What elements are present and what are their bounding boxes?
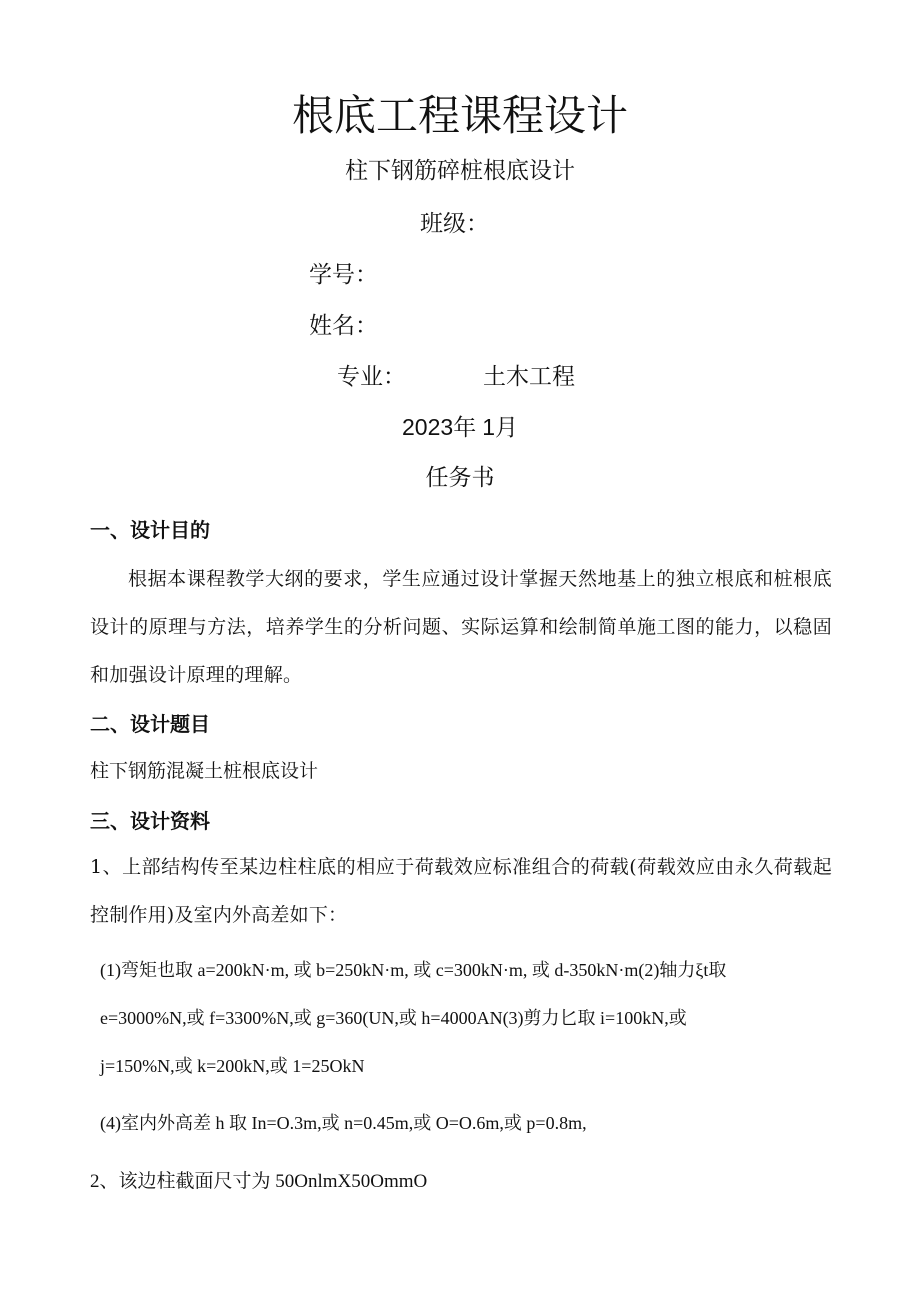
materials-formula-shear: j=150%N,或 k=200kN,或 1=25OkN xyxy=(100,1056,365,1076)
major-label: 专业： xyxy=(337,364,406,390)
task-title: 任务书 xyxy=(425,465,495,491)
date-year-unit: 年 xyxy=(453,415,477,441)
materials-formula-moment: (1)弯矩也取 a=200kN·m, 或 b=250kN·m, 或 c=300kN·m, 或 d-350kN·m(2)轴力ξt取 xyxy=(100,960,727,980)
materials-formula-height: (4)室内外高差 h 取 In=O.3m,或 n=0.45m,或 O=O.6m,或 p=0.8m, xyxy=(100,1113,587,1133)
document-date xyxy=(0,416,920,440)
materials-item-2: 2、该边柱截面尺寸为 50OnlmX50OmmO xyxy=(90,1171,428,1192)
section-body-purpose: 根据本课程教学大纲的要求，学生应通过设计掌握天然地基上的独立根底和桩根底设计的原理与方法，培养学生的分析问题、实际运算和绘制简单施工图的能力，以稳固和加强设计原理的理解。 xyxy=(90,568,832,686)
major-value: 土木工程 xyxy=(483,364,575,390)
class-label: 班级： xyxy=(420,211,489,237)
section-heading-materials: 三、设计资料 xyxy=(90,809,210,833)
section-body-topic: 柱下钢筋混凝土桩根底设计 xyxy=(90,760,319,782)
date-month: 1 xyxy=(482,414,495,440)
student-id-label: 学号： xyxy=(309,262,378,288)
section-heading-purpose: 一、设计目的 xyxy=(90,518,210,542)
date-year: 2023 xyxy=(402,414,454,440)
materials-item-1: 1、上部结构传至某边柱柱底的相应于荷载效应标准组合的荷载(荷载效应由永久荷载起控制作用)及室内外高差如下： xyxy=(90,856,832,926)
date-month-unit: 月 xyxy=(494,415,518,441)
materials-formula-axial: e=3000%N,或 f=3300%N,或 g=360(UN,或 h=4000AN(3)剪力匕取 i=100kN,或 xyxy=(100,1008,687,1028)
document-title: 根底工程课程设计 xyxy=(291,91,628,140)
section-heading-topic: 二、设计题目 xyxy=(90,712,210,736)
student-name-label: 姓名： xyxy=(309,313,378,339)
document-subtitle: 柱下钢筋碎桩根底设计 xyxy=(345,158,575,184)
